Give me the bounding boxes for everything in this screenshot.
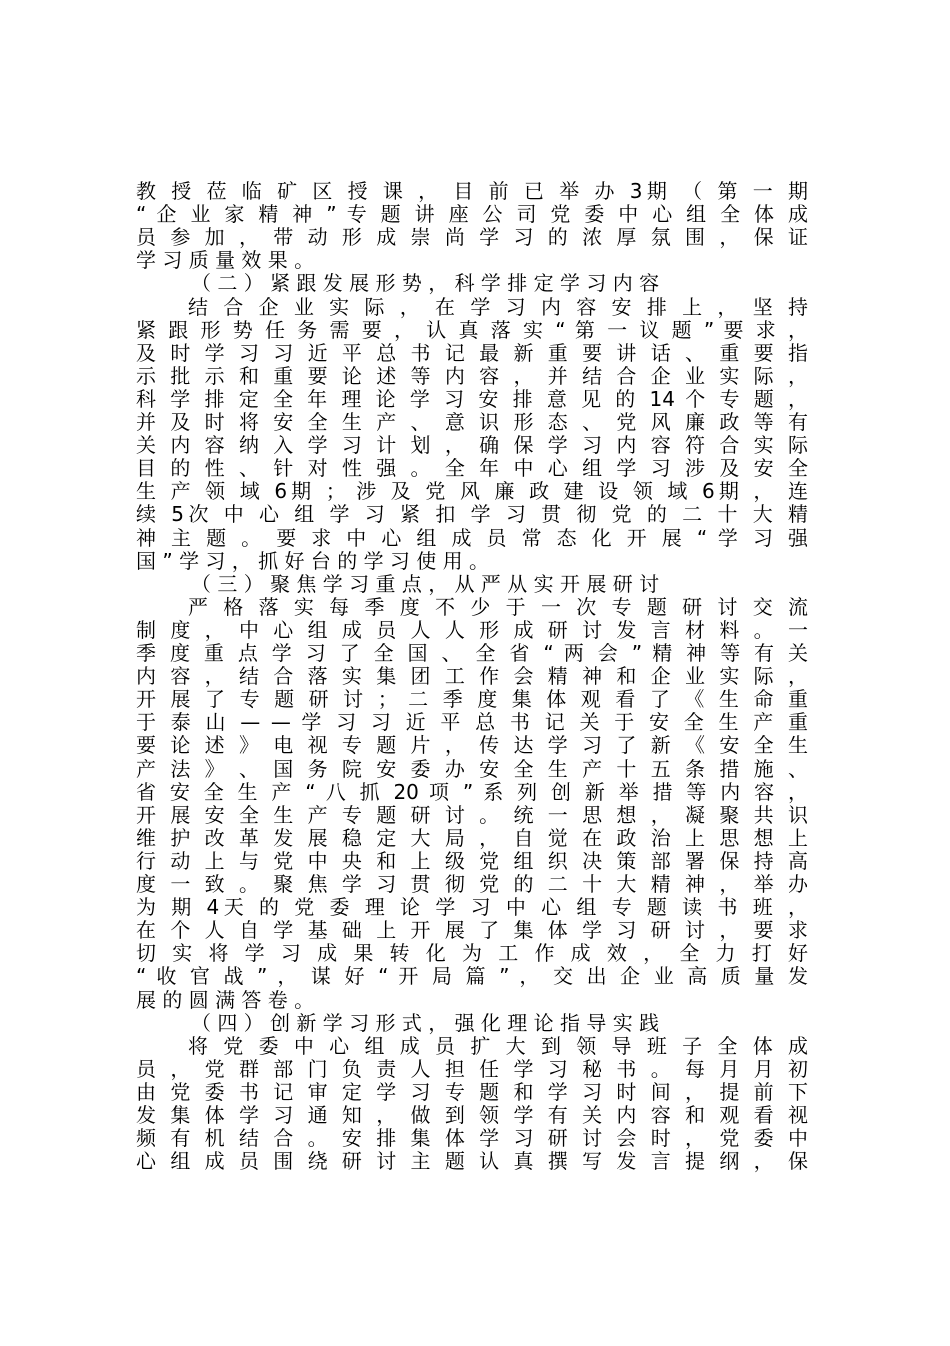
text-line: 生 产 领 域 6期 ； 涉 及 党 风 廉 政 建 设 领 域 6期 ， 连 [136, 479, 808, 504]
text-line: 内 容 ， 结 合 落 实 集 团 工 作 会 精 神 和 企 业 实 际 ， [136, 664, 808, 689]
text-line: 并 及 时 将 安 全 生 产 、 意 识 形 态 、 党 风 廉 政 等 有 [136, 410, 808, 434]
paragraph-first-line: （ 四 ） 创 新 学 习 形 式 ， 强 化 理 论 指 导 实 践 [191, 1010, 660, 1035]
text-line: 员 ， 党 群 部 门 负 责 人 担 任 学 习 秘 书 。 每 月 月 初 [136, 1056, 808, 1081]
text-line: 度 一 致 。 聚 焦 学 习 贯 彻 党 的 二 十 大 精 神 ， 举 办 [136, 872, 808, 896]
paragraph-first-line: 将 党 委 中 心 组 成 员 扩 大 到 领 导 班 子 全 体 成 [188, 1033, 808, 1058]
text-line: 省 安 全 生 产 “ 八 抓 20 项 ” 系 列 创 新 举 措 等 内 容 ， [136, 779, 808, 804]
text-line: 要 论 述 》 电 视 专 题 片 ， 传 达 学 习 了 新 《 安 全 生 [136, 733, 808, 758]
text-line: 季 度 重 点 学 习 了 全 国 、 全 省 “ 两 会 ” 精 神 等 有 关 [136, 641, 808, 665]
text-line: 频 有 机 结 合 。 安 排 集 体 学 习 研 讨 会 时 ， 党 委 中 [136, 1126, 808, 1151]
text-line: 教 授 莅 临 矿 区 授 课 ， 目 前 已 举 办 3期 （ 第 一 期 [136, 179, 808, 203]
text-line: 目 的 性 、 针 对 性 强 。 全 年 中 心 组 学 习 涉 及 安 全 [136, 456, 808, 481]
paragraph-first-line: （ 二 ） 紧 跟 发 展 形 势 ， 科 学 排 定 学 习 内 容 [191, 271, 660, 296]
paragraph-first-line: （ 三 ） 聚 焦 学 习 重 点 ， 从 严 从 实 开 展 研 讨 [191, 571, 660, 596]
text-line: 产 法 》 、 国 务 院 安 委 办 安 全 生 产 十 五 条 措 施 、 [136, 756, 808, 781]
text-line: 心 组 成 员 围 绕 研 讨 主 题 认 真 撰 写 发 言 提 纲 ， 保 [136, 1149, 808, 1174]
text-line: 示 批 示 和 重 要 论 述 等 内 容 ， 并 结 合 企 业 实 际 ， [136, 363, 808, 388]
paragraph-first-line: 严 格 落 实 每 季 度 不 少 于 一 次 专 题 研 讨 交 流 [188, 594, 808, 619]
text-line: 国 ” 学 习 ， 抓 好 台 的 学 习 使 用 。 [136, 548, 490, 573]
text-line: 制 度 ， 中 心 组 成 员 人 人 形 成 研 讨 发 言 材 料 。 一 [136, 617, 808, 642]
text-line: “ 收 官 战 ” ， 谋 好 “ 开 局 篇 ” ， 交 出 企 业 高 质 量 发 [136, 964, 808, 989]
text-line: 切 实 将 学 习 成 果 转 化 为 工 作 成 效 ， 全 力 打 好 [136, 941, 808, 966]
text-line: 在 个 人 自 学 基 础 上 开 展 了 集 体 学 习 研 讨 ， 要 求 [136, 918, 808, 943]
text-line: 发 集 体 学 习 通 知 ， 做 到 领 学 有 关 内 容 和 观 看 视 [136, 1103, 808, 1127]
text-line: 续 5次 中 心 组 学 习 紧 扣 学 习 贯 彻 党 的 二 十 大 精 [136, 502, 808, 527]
text-line: 及 时 学 习 习 近 平 总 书 记 最 新 重 要 讲 话 、 重 要 指 [136, 340, 808, 365]
text-line: 学 习 质 量 效 果 。 [136, 248, 315, 273]
text-line: 于 泰 山 — — 学 习 习 近 平 总 书 记 关 于 安 全 生 产 重 [136, 710, 808, 735]
text-line: 神 主 题 。 要 求 中 心 组 成 员 常 态 化 开 展 “ 学 习 强 [136, 525, 808, 550]
text-line: 由 党 委 书 记 审 定 学 习 专 题 和 学 习 时 间 ， 提 前 下 [136, 1079, 808, 1104]
text-line: 科 学 排 定 全 年 理 论 学 习 安 排 意 见 的 14 个 专 题 ， [136, 386, 808, 411]
text-line: 关 内 容 纳 入 学 习 计 划 ， 确 保 学 习 内 容 符 合 实 际 [136, 433, 808, 458]
text-line: 为 期 4天 的 党 委 理 论 学 习 中 心 组 专 题 读 书 班 ， [136, 895, 808, 920]
text-line: 行 动 上 与 党 中 央 和 上 级 党 组 织 决 策 部 署 保 持 高 [136, 848, 808, 873]
text-line: 开 展 安 全 生 产 专 题 研 讨 。 统 一 思 想 ， 凝 聚 共 识 [136, 802, 808, 827]
text-line: 维 护 改 革 发 展 稳 定 大 局 ， 自 觉 在 政 治 上 思 想 上 [136, 825, 808, 850]
text-line: 开 展 了 专 题 研 讨 ； 二 季 度 集 体 观 看 了 《 生 命 重 [136, 687, 808, 712]
text-line: 员 参 加 ， 带 动 形 成 崇 尚 学 习 的 浓 厚 氛 围 ， 保 证 [136, 225, 808, 250]
text-line: 紧 跟 形 势 任 务 需 要 ， 认 真 落 实 “ 第 一 议 题 ” 要 求 ， [136, 317, 808, 342]
text-line: “ 企 业 家 精 神 ” 专 题 讲 座 公 司 党 委 中 心 组 全 体 成 [136, 202, 808, 227]
paragraph-first-line: 结 合 企 业 实 际 ， 在 学 习 内 容 安 排 上 ， 坚 持 [188, 294, 808, 319]
text-line: 展 的 圆 满 答 卷 。 [136, 987, 315, 1012]
